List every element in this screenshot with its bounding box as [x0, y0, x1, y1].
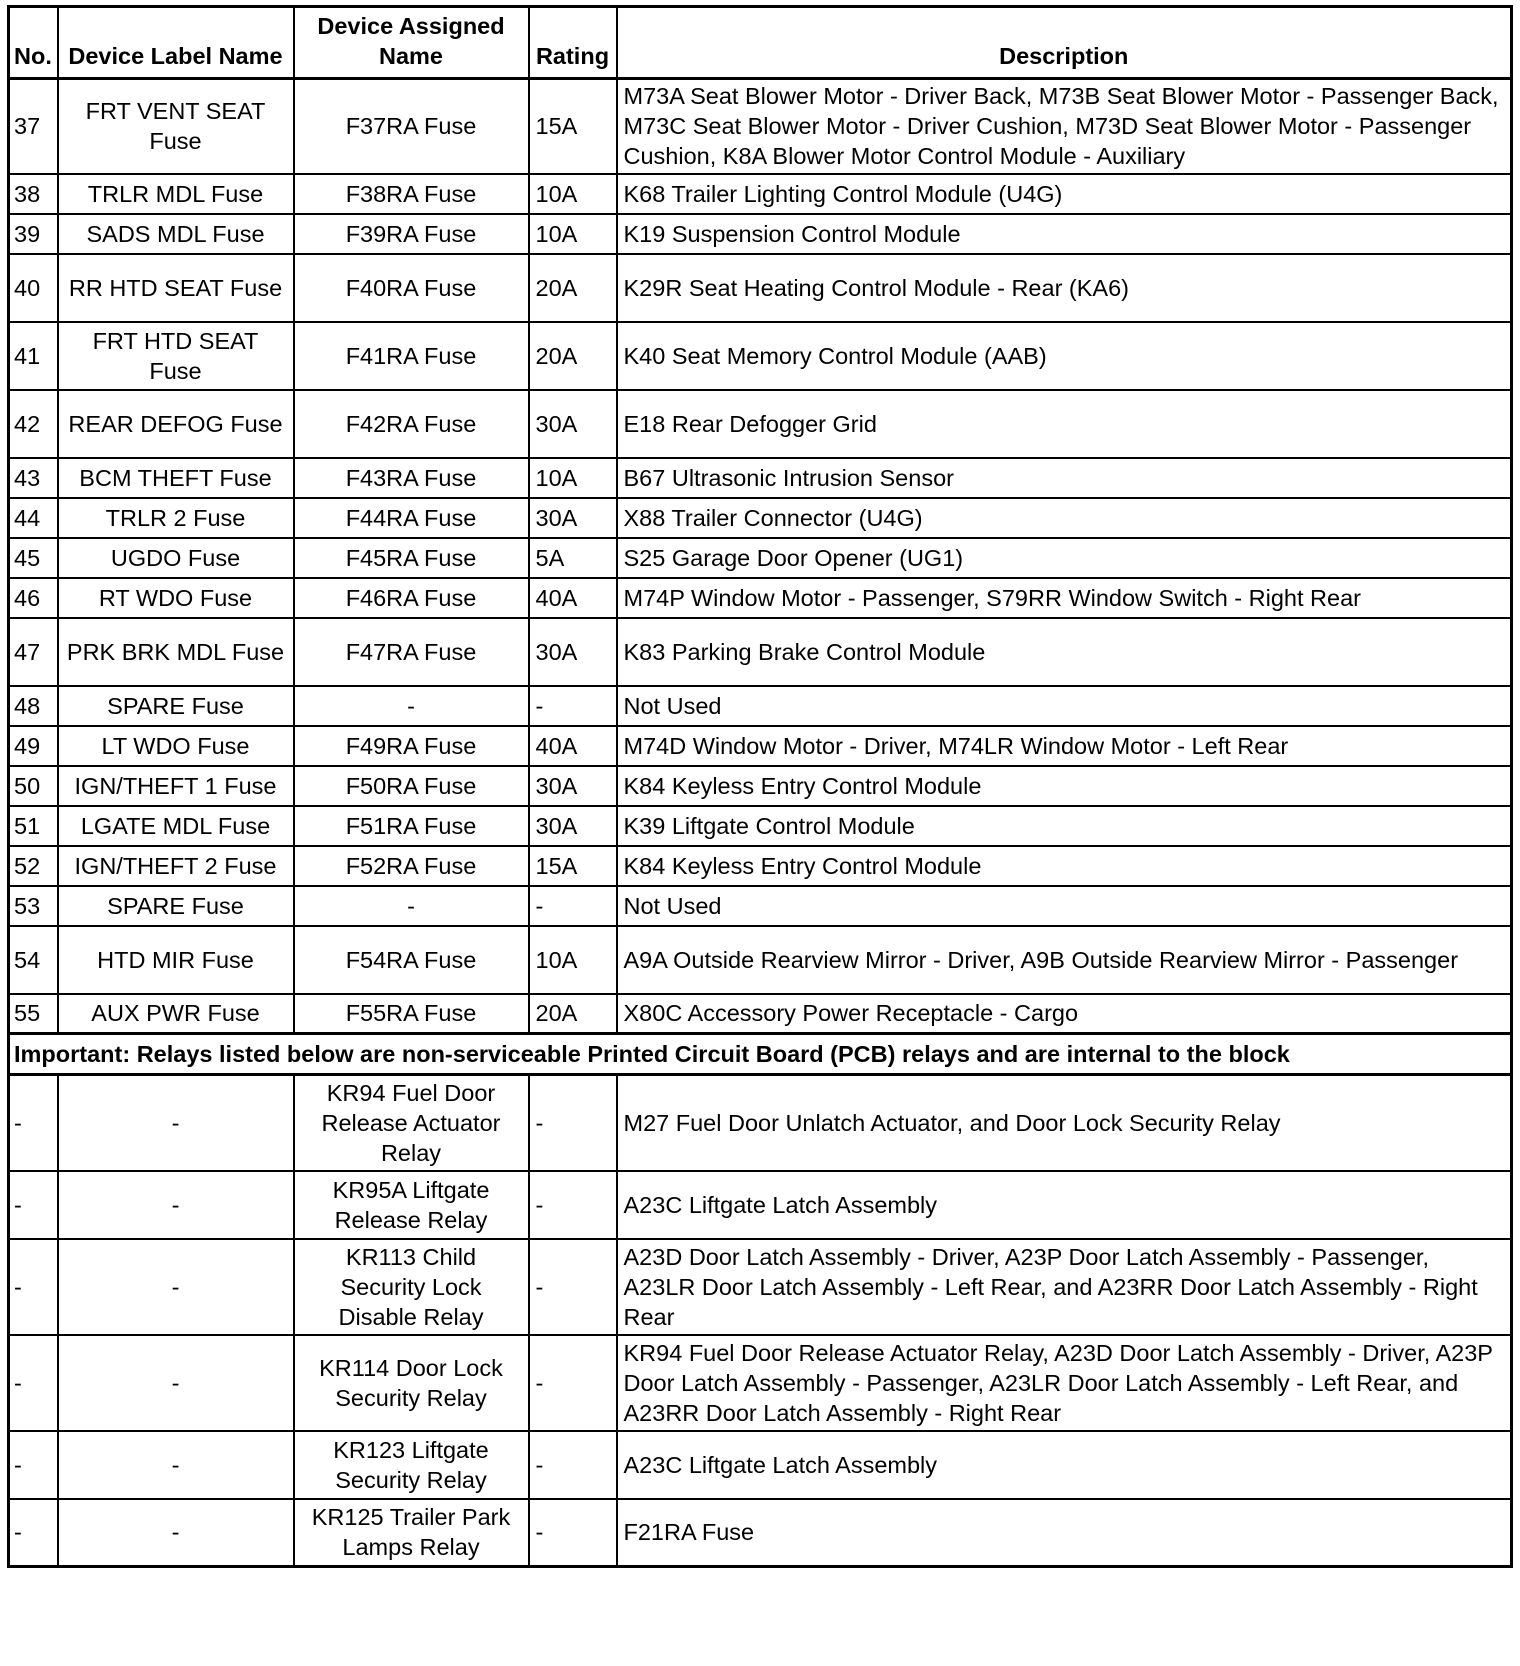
fuse-row [9, 390, 1512, 458]
cell-device-assigned: F40RA Fuse [294, 254, 529, 322]
header-no: No. [9, 7, 58, 79]
cell-device-assigned: F50RA Fuse [294, 766, 529, 806]
cell-no: 53 [9, 886, 58, 926]
header-device-label: Device Label Name [58, 7, 294, 79]
fuse-row [9, 726, 1512, 766]
fuse-row [9, 174, 1512, 214]
cell-no: - [9, 1171, 58, 1239]
relay-row [9, 1171, 1512, 1239]
cell-no: 40 [9, 254, 58, 322]
cell-rating: - [529, 1431, 617, 1499]
cell-device-label: FRT VENT SEAT Fuse [58, 79, 294, 174]
cell-no: - [9, 1335, 58, 1431]
cell-rating: 20A [529, 254, 617, 322]
cell-no: 55 [9, 994, 58, 1034]
cell-rating: - [529, 686, 617, 726]
cell-rating: 20A [529, 994, 617, 1034]
important-section [9, 1034, 1512, 1075]
cell-device-assigned: - [294, 686, 529, 726]
fuse-row [9, 578, 1512, 618]
header-rating: Rating [529, 7, 617, 79]
cell-device-assigned: KR114 Door Lock Security Relay [294, 1335, 529, 1431]
cell-no: 42 [9, 390, 58, 458]
cell-no: - [9, 1499, 58, 1567]
cell-device-assigned: F39RA Fuse [294, 214, 529, 254]
fuse-row [9, 806, 1512, 846]
cell-no: 51 [9, 806, 58, 846]
cell-rating: - [529, 1171, 617, 1239]
cell-no: 50 [9, 766, 58, 806]
cell-device-assigned: - [294, 886, 529, 926]
cell-no: 52 [9, 846, 58, 886]
fuse-row [9, 926, 1512, 994]
relay-row [9, 1499, 1512, 1567]
fuse-row [9, 498, 1512, 538]
cell-device-assigned: F52RA Fuse [294, 846, 529, 886]
cell-description: K83 Parking Brake Control Module [617, 618, 1512, 686]
cell-description: A23C Liftgate Latch Assembly [617, 1431, 1512, 1499]
cell-description: X80C Accessory Power Receptacle - Cargo [617, 994, 1512, 1034]
cell-device-label: - [58, 1431, 294, 1499]
header-device-assigned: Device Assigned Name [294, 7, 529, 79]
fuse-row [9, 994, 1512, 1034]
cell-device-label: SPARE Fuse [58, 886, 294, 926]
fuse-row [9, 766, 1512, 806]
cell-device-label: SADS MDL Fuse [58, 214, 294, 254]
cell-device-label: IGN/THEFT 2 Fuse [58, 846, 294, 886]
cell-rating: 40A [529, 578, 617, 618]
cell-rating: - [529, 1075, 617, 1171]
cell-device-assigned: F43RA Fuse [294, 458, 529, 498]
cell-device-label: AUX PWR Fuse [58, 994, 294, 1034]
cell-no: 47 [9, 618, 58, 686]
cell-device-assigned: KR125 Trailer Park Lamps Relay [294, 1499, 529, 1567]
cell-description: M74D Window Motor - Driver, M74LR Window Motor - Left Rear [617, 726, 1512, 766]
cell-no: 45 [9, 538, 58, 578]
cell-description: K39 Liftgate Control Module [617, 806, 1512, 846]
relay-row [9, 1431, 1512, 1499]
table-header [9, 7, 1512, 79]
cell-description: Not Used [617, 886, 1512, 926]
cell-rating: 15A [529, 846, 617, 886]
cell-device-assigned: F45RA Fuse [294, 538, 529, 578]
cell-rating: - [529, 1335, 617, 1431]
cell-rating: 10A [529, 214, 617, 254]
cell-description: M27 Fuel Door Unlatch Actuator, and Door Lock Security Relay [617, 1075, 1512, 1171]
cell-no: - [9, 1075, 58, 1171]
cell-device-label: RR HTD SEAT Fuse [58, 254, 294, 322]
fuse-row [9, 846, 1512, 886]
fuse-row [9, 254, 1512, 322]
cell-rating: 10A [529, 174, 617, 214]
cell-no: 43 [9, 458, 58, 498]
fuse-relay-table [7, 5, 1513, 1568]
cell-rating: 30A [529, 806, 617, 846]
fuse-row [9, 686, 1512, 726]
cell-rating: - [529, 886, 617, 926]
cell-device-label: HTD MIR Fuse [58, 926, 294, 994]
relay-row [9, 1335, 1512, 1431]
cell-device-label: TRLR MDL Fuse [58, 174, 294, 214]
cell-description: M73A Seat Blower Motor - Driver Back, M73B Seat Blower Motor - Passenger Back, M73C Seat Blower Motor - Driver Cushion, M73D Seat Blower Motor - Passenger Cushion, K8A Blower Motor Control Module - Auxiliary [617, 79, 1512, 174]
fuse-row [9, 538, 1512, 578]
cell-device-assigned: F42RA Fuse [294, 390, 529, 458]
cell-device-assigned: F41RA Fuse [294, 322, 529, 390]
cell-rating: 40A [529, 726, 617, 766]
cell-device-label: TRLR 2 Fuse [58, 498, 294, 538]
cell-no: 41 [9, 322, 58, 390]
cell-rating: 5A [529, 538, 617, 578]
cell-description: E18 Rear Defogger Grid [617, 390, 1512, 458]
cell-device-label: PRK BRK MDL Fuse [58, 618, 294, 686]
cell-device-label: UGDO Fuse [58, 538, 294, 578]
cell-no: 54 [9, 926, 58, 994]
cell-device-label: RT WDO Fuse [58, 578, 294, 618]
cell-description: K19 Suspension Control Module [617, 214, 1512, 254]
cell-no: 48 [9, 686, 58, 726]
cell-no: - [9, 1239, 58, 1335]
cell-rating: - [529, 1239, 617, 1335]
cell-device-assigned: F37RA Fuse [294, 79, 529, 174]
cell-description: F21RA Fuse [617, 1499, 1512, 1567]
cell-device-label: FRT HTD SEAT Fuse [58, 322, 294, 390]
cell-device-label: LGATE MDL Fuse [58, 806, 294, 846]
cell-device-assigned: F49RA Fuse [294, 726, 529, 766]
cell-device-assigned: F55RA Fuse [294, 994, 529, 1034]
cell-device-assigned: F44RA Fuse [294, 498, 529, 538]
cell-rating: 10A [529, 458, 617, 498]
cell-no: 44 [9, 498, 58, 538]
cell-device-assigned: F47RA Fuse [294, 618, 529, 686]
cell-rating: 30A [529, 498, 617, 538]
cell-no: 37 [9, 79, 58, 174]
fuse-row [9, 886, 1512, 926]
cell-no: 38 [9, 174, 58, 214]
cell-device-assigned: KR94 Fuel Door Release Actuator Relay [294, 1075, 529, 1171]
cell-device-assigned: F46RA Fuse [294, 578, 529, 618]
cell-device-label: - [58, 1171, 294, 1239]
cell-description: X88 Trailer Connector (U4G) [617, 498, 1512, 538]
header-description: Description [617, 7, 1512, 79]
cell-rating: - [529, 1499, 617, 1567]
cell-device-label: LT WDO Fuse [58, 726, 294, 766]
cell-no: - [9, 1431, 58, 1499]
cell-device-assigned: KR95A Liftgate Release Relay [294, 1171, 529, 1239]
cell-description: KR94 Fuel Door Release Actuator Relay, A23D Door Latch Assembly - Driver, A23P Door Latch Assembly - Passenger, A23LR Door Latch Assembly - Left Rear, and A23RR Door Latch Assembly - Right Rear [617, 1335, 1512, 1431]
cell-rating: 30A [529, 766, 617, 806]
cell-description: Not Used [617, 686, 1512, 726]
cell-rating: 10A [529, 926, 617, 994]
cell-description: A23D Door Latch Assembly - Driver, A23P Door Latch Assembly - Passenger, A23LR Door Latch Assembly - Left Rear, and A23RR Door Latch Assembly - Right Rear [617, 1239, 1512, 1335]
fuse-row [9, 214, 1512, 254]
cell-device-label: REAR DEFOG Fuse [58, 390, 294, 458]
cell-device-label: - [58, 1499, 294, 1567]
cell-description: M74P Window Motor - Passenger, S79RR Window Switch - Right Rear [617, 578, 1512, 618]
relay-row [9, 1239, 1512, 1335]
cell-description: K84 Keyless Entry Control Module [617, 846, 1512, 886]
cell-device-assigned: F38RA Fuse [294, 174, 529, 214]
fuse-row [9, 322, 1512, 390]
cell-rating: 30A [529, 390, 617, 458]
cell-device-assigned: KR113 Child Security Lock Disable Relay [294, 1239, 529, 1335]
fuse-row [9, 458, 1512, 498]
cell-device-label: - [58, 1239, 294, 1335]
cell-no: 39 [9, 214, 58, 254]
cell-no: 49 [9, 726, 58, 766]
cell-description: K84 Keyless Entry Control Module [617, 766, 1512, 806]
cell-description: A9A Outside Rearview Mirror - Driver, A9B Outside Rearview Mirror - Passenger [617, 926, 1512, 994]
cell-device-label: BCM THEFT Fuse [58, 458, 294, 498]
fuse-row [9, 79, 1512, 174]
relay-row [9, 1075, 1512, 1171]
cell-description: B67 Ultrasonic Intrusion Sensor [617, 458, 1512, 498]
cell-description: K29R Seat Heating Control Module - Rear (KA6) [617, 254, 1512, 322]
cell-device-label: - [58, 1335, 294, 1431]
cell-device-assigned: F54RA Fuse [294, 926, 529, 994]
cell-description: S25 Garage Door Opener (UG1) [617, 538, 1512, 578]
fuse-row [9, 618, 1512, 686]
cell-device-assigned: F51RA Fuse [294, 806, 529, 846]
cell-rating: 30A [529, 618, 617, 686]
cell-rating: 15A [529, 79, 617, 174]
cell-description: A23C Liftgate Latch Assembly [617, 1171, 1512, 1239]
cell-device-label: IGN/THEFT 1 Fuse [58, 766, 294, 806]
cell-description: K68 Trailer Lighting Control Module (U4G) [617, 174, 1512, 214]
fuse-rows [9, 79, 1512, 1034]
relay-rows [9, 1075, 1512, 1567]
important-note: Important: Relays listed below are non-serviceable Printed Circuit Board (PCB) relays and are internal to the block [9, 1034, 1512, 1075]
cell-device-label: SPARE Fuse [58, 686, 294, 726]
cell-description: K40 Seat Memory Control Module (AAB) [617, 322, 1512, 390]
cell-rating: 20A [529, 322, 617, 390]
cell-device-assigned: KR123 Liftgate Security Relay [294, 1431, 529, 1499]
cell-device-label: - [58, 1075, 294, 1171]
cell-no: 46 [9, 578, 58, 618]
